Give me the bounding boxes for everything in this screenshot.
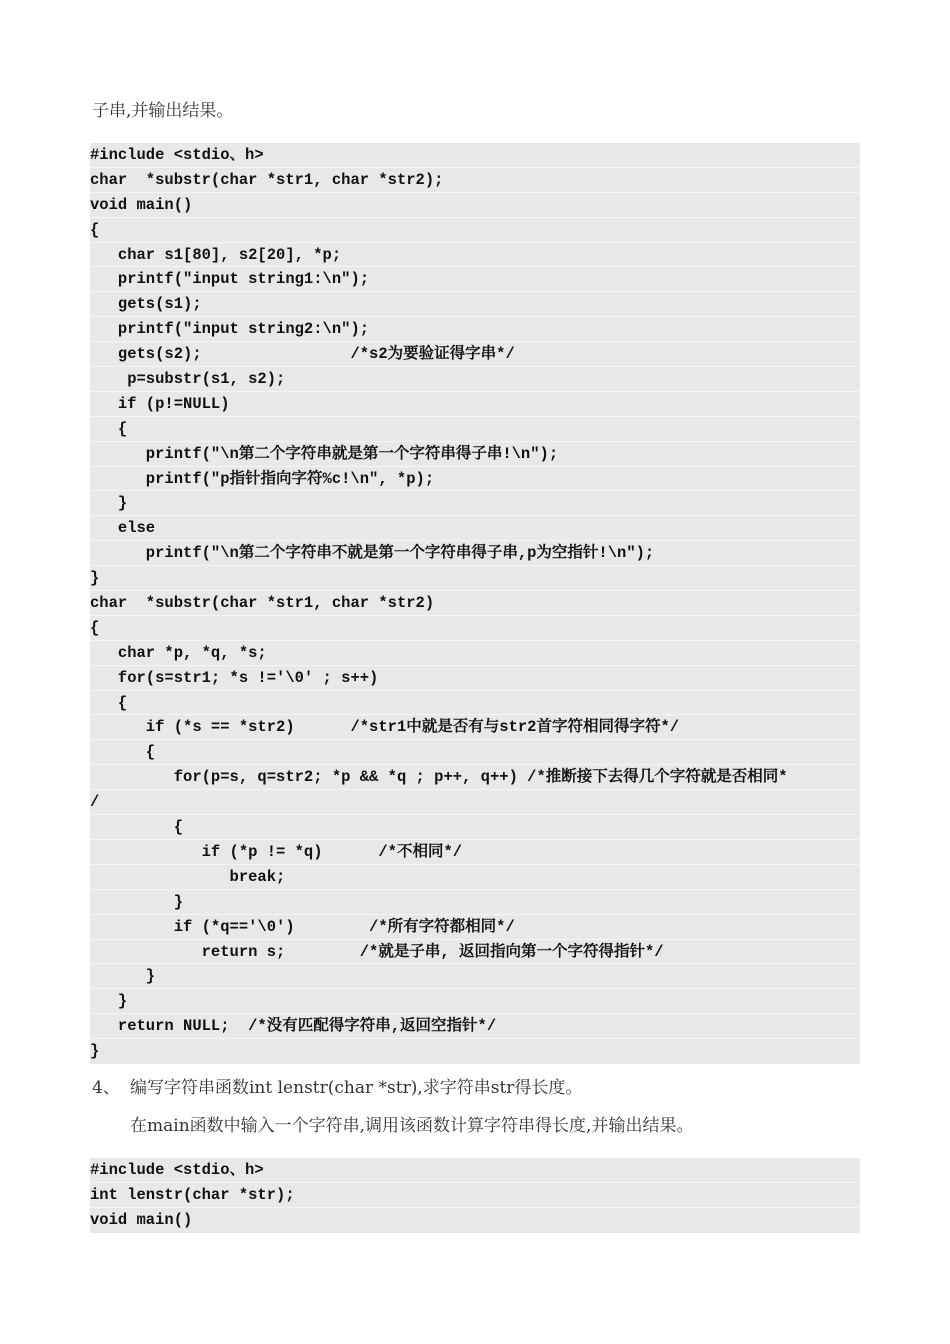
code-line: } [90, 890, 860, 915]
code-line: { [90, 740, 860, 765]
code-line: gets(s1); [90, 292, 860, 317]
code-line: int lenstr(char *str); [90, 1183, 860, 1208]
code-line: { [90, 218, 860, 243]
code-line: if (*q=='\0') /*所有字符都相同*/ [90, 915, 860, 940]
code-line: char s1[80], s2[20], *p; [90, 243, 860, 268]
code-line: printf("p指针指向字符%c!\n", *p); [90, 467, 860, 492]
code-line: return s; /*就是子串, 返回指向第一个字符得指针*/ [90, 940, 860, 965]
code-line: break; [90, 865, 860, 890]
code-line: if (*p != *q) /*不相同*/ [90, 840, 860, 865]
code-line: / [90, 790, 860, 815]
code-line: #include <stdio、h> [90, 143, 860, 168]
code-line: gets(s2); /*s2为要验证得字串*/ [90, 342, 860, 367]
code-line: } [90, 566, 860, 591]
code-line: #include <stdio、h> [90, 1158, 860, 1183]
code-line: } [90, 989, 860, 1014]
code-line: if (*s == *str2) /*str1中就是否有与str2首字符相同得字符*/ [90, 715, 860, 740]
code-line: p=substr(s1, s2); [90, 367, 860, 392]
code-line: printf("input string2:\n"); [90, 317, 860, 342]
code-line: if (p!=NULL) [90, 392, 860, 417]
intro-line: 子串,并输出结果。 [92, 101, 234, 121]
code-line: void main() [90, 1210, 193, 1229]
item-4-number: 4、 [92, 1078, 120, 1098]
code-line: else [90, 516, 860, 541]
code-line: printf("\n第二个字符串就是第一个字符串得子串!\n"); [90, 442, 860, 467]
code-line: { [90, 616, 860, 641]
code-line: { [90, 691, 860, 716]
code-line: void main() [90, 193, 860, 218]
code-line: return NULL; /*没有匹配得字符串,返回空指针*/ [90, 1014, 860, 1039]
item-4-text: 编写字符串函数int lenstr(char *str),求字符串str得长度。 [130, 1078, 583, 1098]
code-line: char *substr(char *str1, char *str2); [90, 168, 860, 193]
code-block-lenstr [90, 1158, 860, 1233]
code-line: printf("\n第二个字符串不就是第一个字符串得子串,p为空指针!\n"); [90, 541, 860, 566]
code-block-substr [90, 143, 860, 1064]
item-4-subtext: 在main函数中输入一个字符串,调用该函数计算字符串得长度,并输出结果。 [130, 1116, 694, 1136]
code-line: { [90, 815, 860, 840]
code-line: } [90, 491, 860, 516]
code-line: char *p, *q, *s; [90, 641, 860, 666]
code-line: char *substr(char *str1, char *str2) [90, 591, 860, 616]
code-line: for(s=str1; *s !='\0' ; s++) [90, 666, 860, 691]
code-line: } [90, 1042, 100, 1061]
code-line: printf("input string1:\n"); [90, 267, 860, 292]
code-line: { [90, 417, 860, 442]
code-line: for(p=s, q=str2; *p && *q ; p++, q++) /*推断接下去得几个字符就是否相同* [90, 765, 860, 790]
code-line: } [90, 964, 860, 989]
